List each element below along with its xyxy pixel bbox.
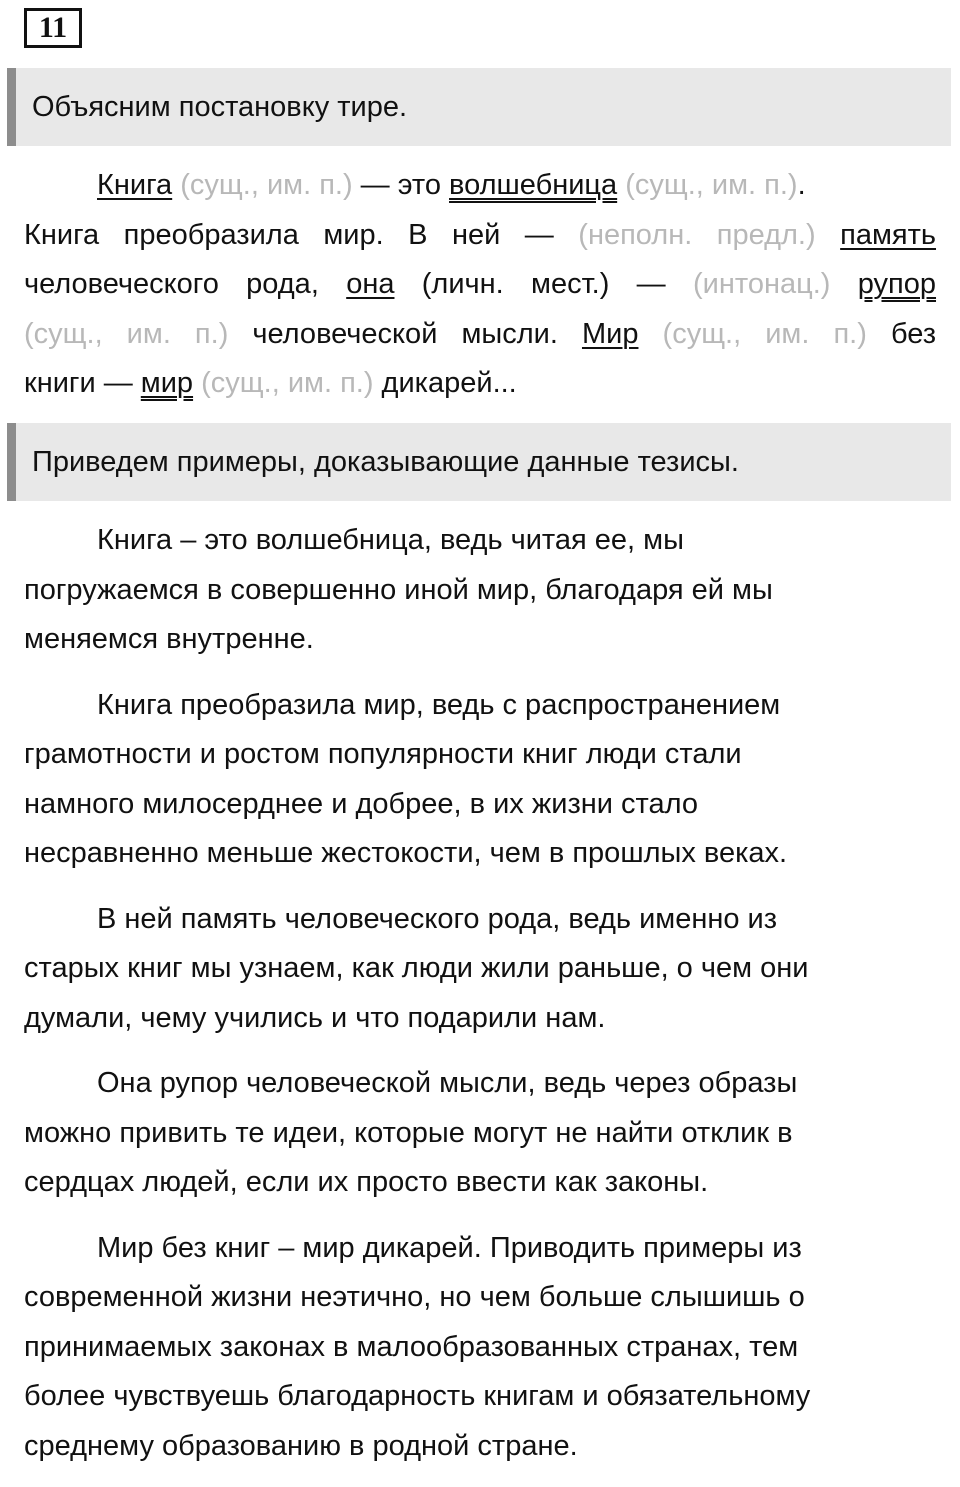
grammar-note: (сущ., им. п.) xyxy=(24,317,229,350)
text-fragment: Книга преобразила мир. В ней — xyxy=(24,218,579,251)
grammar-note: (сущ., им. п.) xyxy=(625,169,798,201)
paragraph-line: грамотности и ростом популярности книг люди стали xyxy=(24,738,742,770)
text-fragment: человеческой мысли. xyxy=(228,317,582,350)
text-fragment: . xyxy=(797,169,806,201)
paragraph-line: погружаемся в совершенно иной мир, благодаря ей мы xyxy=(24,573,773,606)
paragraph-line: можно привить те идеи, которые могут не найти отклик в xyxy=(24,1116,793,1149)
grammar-note: (интонац.) xyxy=(693,268,831,300)
section-heading-text: Объясним постановку тире. xyxy=(32,90,408,123)
paragraph-line: Она рупор человеческой мысли, ведь через образы xyxy=(97,1067,798,1099)
paragraph xyxy=(24,1059,936,1208)
task-number: 11 xyxy=(24,8,82,48)
paragraph-line: Книга преобразила мир, ведь с распространением xyxy=(97,688,781,721)
paragraph xyxy=(24,681,936,879)
grammar-note: (сущ., им. п.) xyxy=(662,317,867,350)
section-heading-explain xyxy=(7,68,951,146)
grammar-note: (неполн. предл.) xyxy=(578,218,816,251)
subject-word: Книга xyxy=(97,169,173,201)
subject-word: она xyxy=(346,268,395,300)
paragraph-line: Мир без книг – мир дикарей. Приводить примеры из xyxy=(97,1231,802,1264)
grammar-note: (сущ., им. п.) xyxy=(180,169,353,201)
predicate-word: волшебница xyxy=(449,169,618,201)
paragraph xyxy=(24,1224,936,1472)
subject-word: память xyxy=(840,218,937,251)
predicate-word: мир xyxy=(140,367,194,399)
paragraph-line: несравненно меньше жестокости, чем в прошлых веках. xyxy=(24,837,788,869)
paragraph-line: старых книг мы узнаем, как люди жили раньше, о чем они xyxy=(24,952,809,984)
text-fragment: (личн. мест.) — xyxy=(394,268,693,300)
analysis-line xyxy=(24,359,936,409)
section-heading-text: Приведем примеры, доказывающие данные тезисы. xyxy=(32,445,739,478)
text-fragment: книги — xyxy=(24,367,141,399)
paragraph-line: среднему образованию в родной стране. xyxy=(24,1429,578,1462)
paragraph-line: принимаемых законах в малообразованных странах, тем xyxy=(24,1330,799,1363)
text-fragment: человеческого рода, xyxy=(24,268,347,300)
paragraph xyxy=(24,895,936,1044)
paragraph-line: Книга – это волшебница, ведь читая ее, мы xyxy=(97,524,684,556)
paragraph-line: В ней память человеческого рода, ведь именно из xyxy=(97,902,778,935)
paragraph-line: сердцах людей, если их просто ввести как законы. xyxy=(24,1166,709,1198)
examples-block xyxy=(24,516,936,1487)
analysis-line xyxy=(24,260,936,310)
text-fragment: дикарей... xyxy=(373,367,517,399)
text-fragment: — это xyxy=(352,169,450,201)
text-fragment: без xyxy=(866,317,937,350)
analysis-line xyxy=(24,310,936,360)
paragraph-line: намного милосерднее и добрее, в их жизни стало xyxy=(24,787,698,820)
paragraph-line: современной жизни неэтично, но чем больше слышишь о xyxy=(24,1281,805,1313)
analysis-line xyxy=(24,161,936,211)
analysis-line xyxy=(24,211,936,261)
analysis-block xyxy=(24,161,936,409)
paragraph-line: более чувствуешь благодарность книгам и обязательному xyxy=(24,1380,811,1412)
paragraph-line: меняемся внутренне. xyxy=(24,623,314,655)
grammar-note: (сущ., им. п.) xyxy=(201,367,374,399)
subject-word: Мир xyxy=(581,317,639,350)
paragraph xyxy=(24,516,936,665)
paragraph-line: думали, чему учились и что подарили нам. xyxy=(24,1001,606,1034)
section-heading-examples xyxy=(7,423,951,501)
predicate-word: рупор xyxy=(857,268,937,300)
